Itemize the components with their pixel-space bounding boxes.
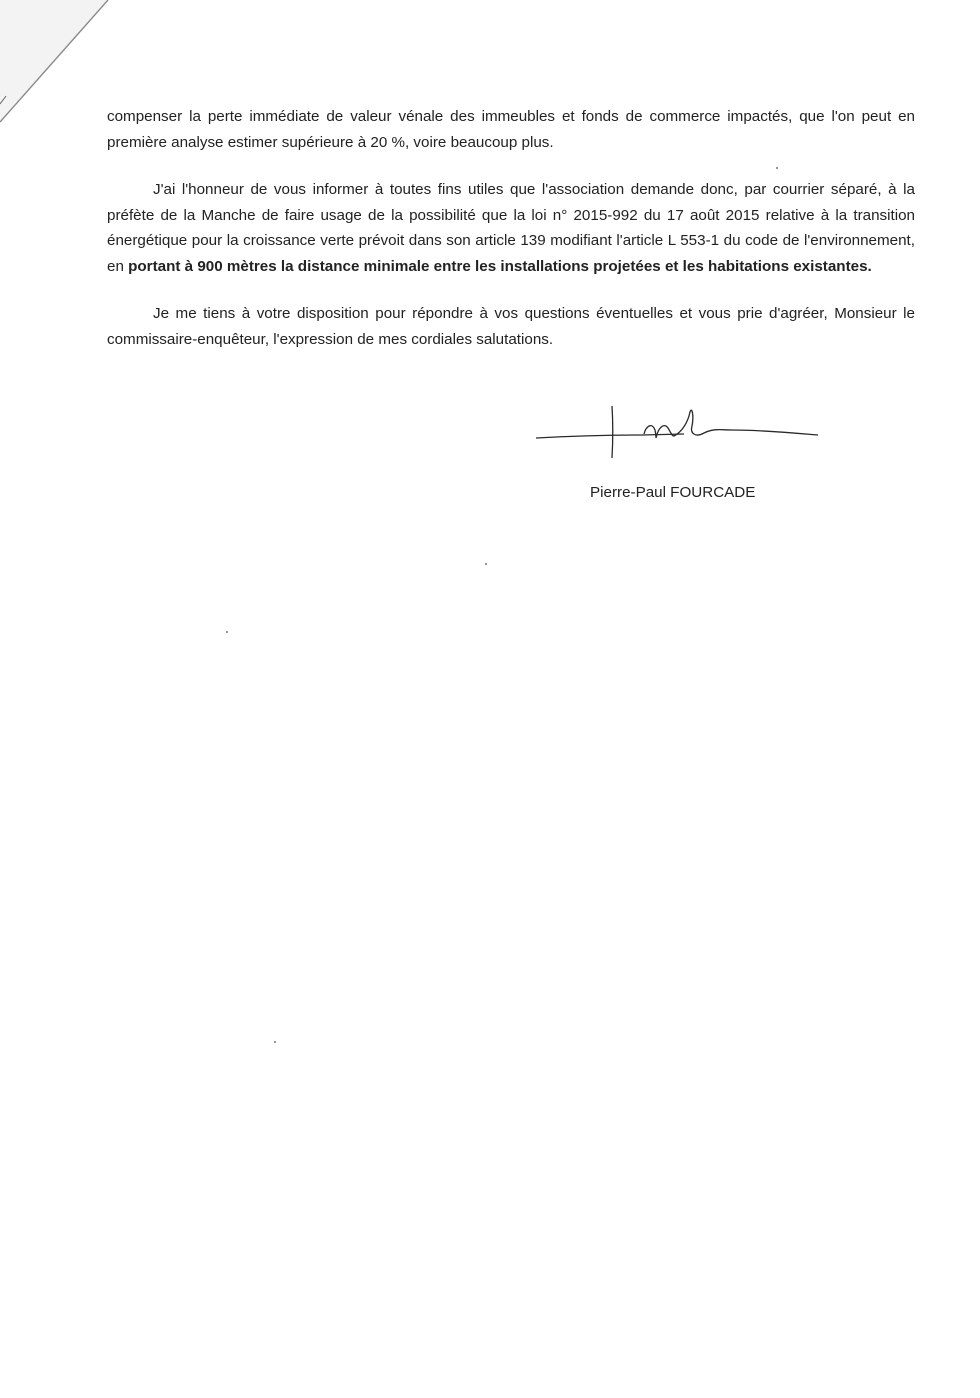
paper-speck [226, 631, 228, 633]
signatory-name: Pierre-Paul FOURCADE [590, 484, 756, 501]
paper-speck [485, 563, 487, 565]
folded-corner [0, 0, 110, 125]
handwritten-signature [532, 402, 822, 464]
letter-body [107, 104, 915, 352]
paragraph-request [107, 177, 915, 279]
paper-speck [274, 1041, 276, 1043]
paragraph-compensation: compenser la perte immédiate de valeur vénale des immeubles et fonds de commerce impactés, que l'on peut en première analyse estimer supérieure à 20 %, voire beaucoup plus. [107, 108, 915, 151]
paragraph-request-emphasis: portant à 900 mètres la distance minimale entre les installations projetées et les habitations existantes. [128, 257, 872, 275]
paper-speck [776, 167, 778, 169]
paragraph-closing: Je me tiens à votre disposition pour répondre à vos questions éventuelles et vous prie d'agréer, Monsieur le commissaire-enquêteur, l'expression de mes cordiales salutations. [107, 305, 915, 348]
paragraph-request-text: J'ai l'honneur de vous informer à toutes fins utiles que l'association demande donc, par courrier séparé, à la préfète de la Manche de faire usage de la possibilité que la loi n° 2015-992 du 17 août 2015 relative à la transition énergétique pour la croissance verte prévoit dans son article 139 modifiant l'article L 553-1 du code de l'environnement, en [107, 181, 915, 275]
